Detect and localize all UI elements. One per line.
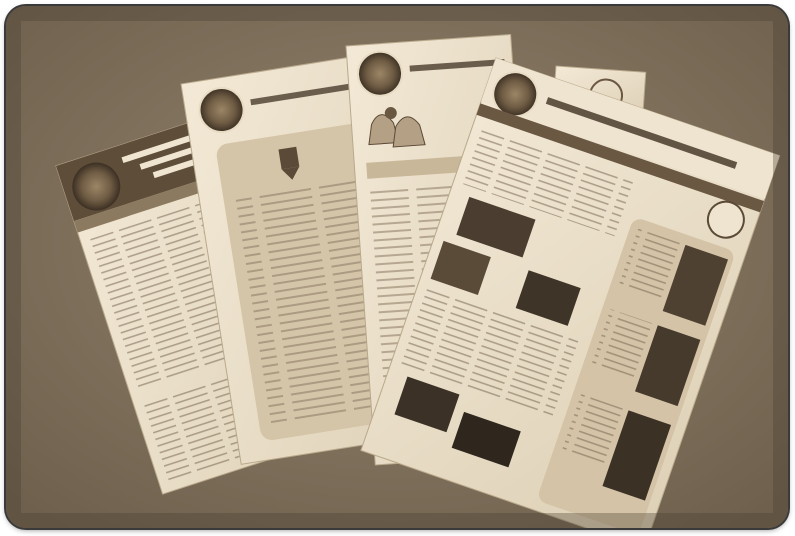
newsletter-photo	[6, 6, 788, 528]
photo-frame	[6, 6, 788, 528]
